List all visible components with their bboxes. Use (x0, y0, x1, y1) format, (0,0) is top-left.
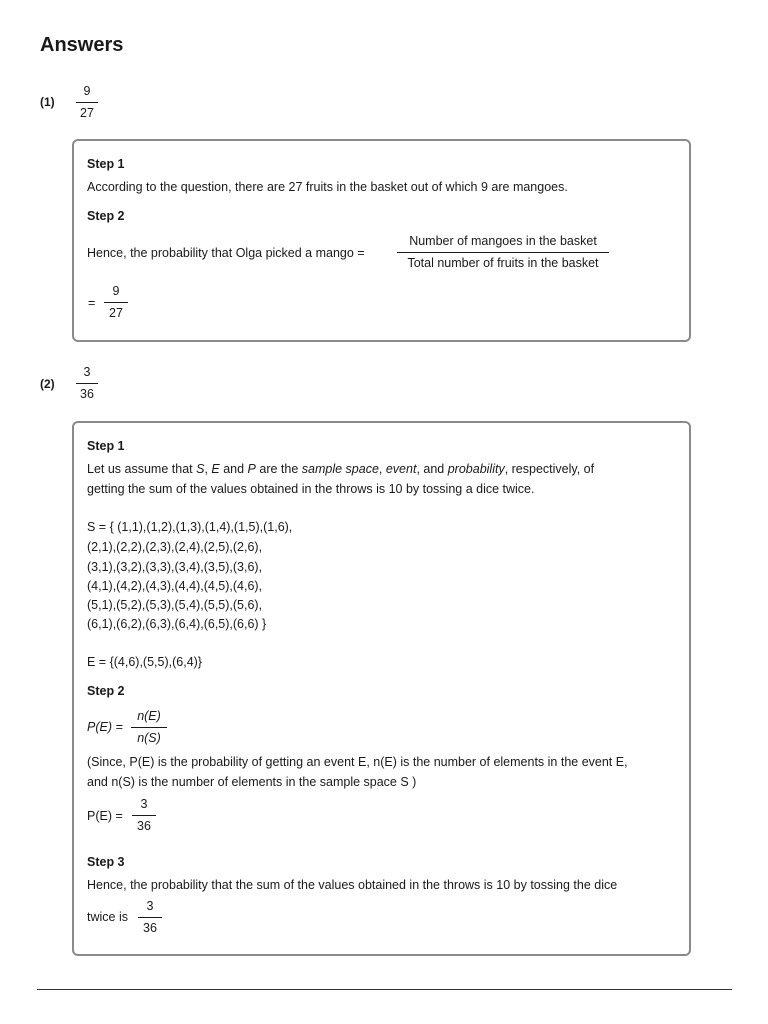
step-2-label: Step 2 (87, 209, 125, 223)
step-1-label: Step 1 (87, 157, 125, 171)
fraction-numerator: n(E) (137, 709, 161, 723)
step-1-label: Step 1 (87, 439, 125, 453)
question-1-solution-box (72, 139, 691, 342)
question-2-solution-box (72, 421, 691, 956)
probability-formula-fraction (397, 235, 609, 269)
equals-sign: = (88, 296, 96, 310)
fraction-denominator: Total number of fruits in the basket (397, 252, 609, 270)
step-3-text-line-2: twice is (87, 910, 128, 924)
pe-formula-fraction (131, 710, 167, 744)
fraction-numerator: 3 (83, 365, 91, 379)
fraction-denominator: 36 (138, 917, 162, 935)
fraction-numerator: 9 (112, 284, 120, 298)
pe-value-lhs: P(E) = (87, 809, 123, 823)
question-2-answer-fraction (76, 366, 98, 400)
step-2-result-fraction (104, 285, 128, 319)
step-3-text-line-1: Hence, the probability that the sum of the values obtained in the throws is 10 by tossing the dice (87, 878, 618, 892)
fraction-numerator: 3 (146, 899, 154, 913)
step-3-result-fraction (138, 900, 162, 934)
step-2-lead-text: Hence, the probability that Olga picked a mango = (87, 246, 365, 260)
fraction-denominator: 27 (76, 102, 98, 120)
step-1-intro-line-1: Let us assume that S, E and P are the sample space, event, and probability, respectively, of (87, 462, 595, 476)
pe-formula-lhs: P(E) = (87, 720, 123, 734)
event-set: E = {(4,6),(5,5),(6,4)} (87, 655, 202, 669)
since-note-line-1: (Since, P(E) is the probability of getting an event E, n(E) is the number of elements in the event E, (87, 755, 628, 769)
question-2-number: (2) (40, 377, 55, 391)
sample-space-line: (4,1),(4,2),(4,3),(4,4),(4,5),(4,6), (87, 579, 263, 593)
fraction-denominator: 36 (76, 383, 98, 401)
step-1-text: According to the question, there are 27 fruits in the basket out of which 9 are mangoes. (87, 180, 568, 194)
sample-space-line: (5,1),(5,2),(5,3),(5,4),(5,5),(5,6), (87, 598, 263, 612)
fraction-denominator: 36 (132, 815, 156, 833)
fraction-numerator: 3 (140, 797, 148, 811)
sample-space-line: (6,1),(6,2),(6,3),(6,4),(6,5),(6,6) } (87, 617, 267, 631)
question-1-answer-fraction (76, 85, 98, 119)
step-3-label: Step 3 (87, 855, 125, 869)
sample-space-line: (3,1),(3,2),(3,3),(3,4),(3,5),(3,6), (87, 560, 263, 574)
fraction-denominator: 27 (104, 302, 128, 320)
fraction-numerator: 9 (83, 84, 91, 98)
pe-value-fraction (132, 798, 156, 832)
sample-space-line: S = { (1,1),(1,2),(1,3),(1,4),(1,5),(1,6), (87, 520, 293, 534)
sample-space-line: (2,1),(2,2),(2,3),(2,4),(2,5),(2,6), (87, 540, 263, 554)
footer-divider (37, 989, 732, 990)
fraction-numerator: Number of mangoes in the basket (409, 234, 597, 248)
fraction-denominator: n(S) (131, 727, 167, 745)
step-1-intro-line-2: getting the sum of the values obtained in the throws is 10 by tossing a dice twice. (87, 482, 535, 496)
since-note-line-2: and n(S) is the number of elements in the sample space S ) (87, 775, 417, 789)
step-2-label: Step 2 (87, 684, 125, 698)
question-1-number: (1) (40, 95, 55, 109)
page-title: Answers (40, 34, 124, 56)
